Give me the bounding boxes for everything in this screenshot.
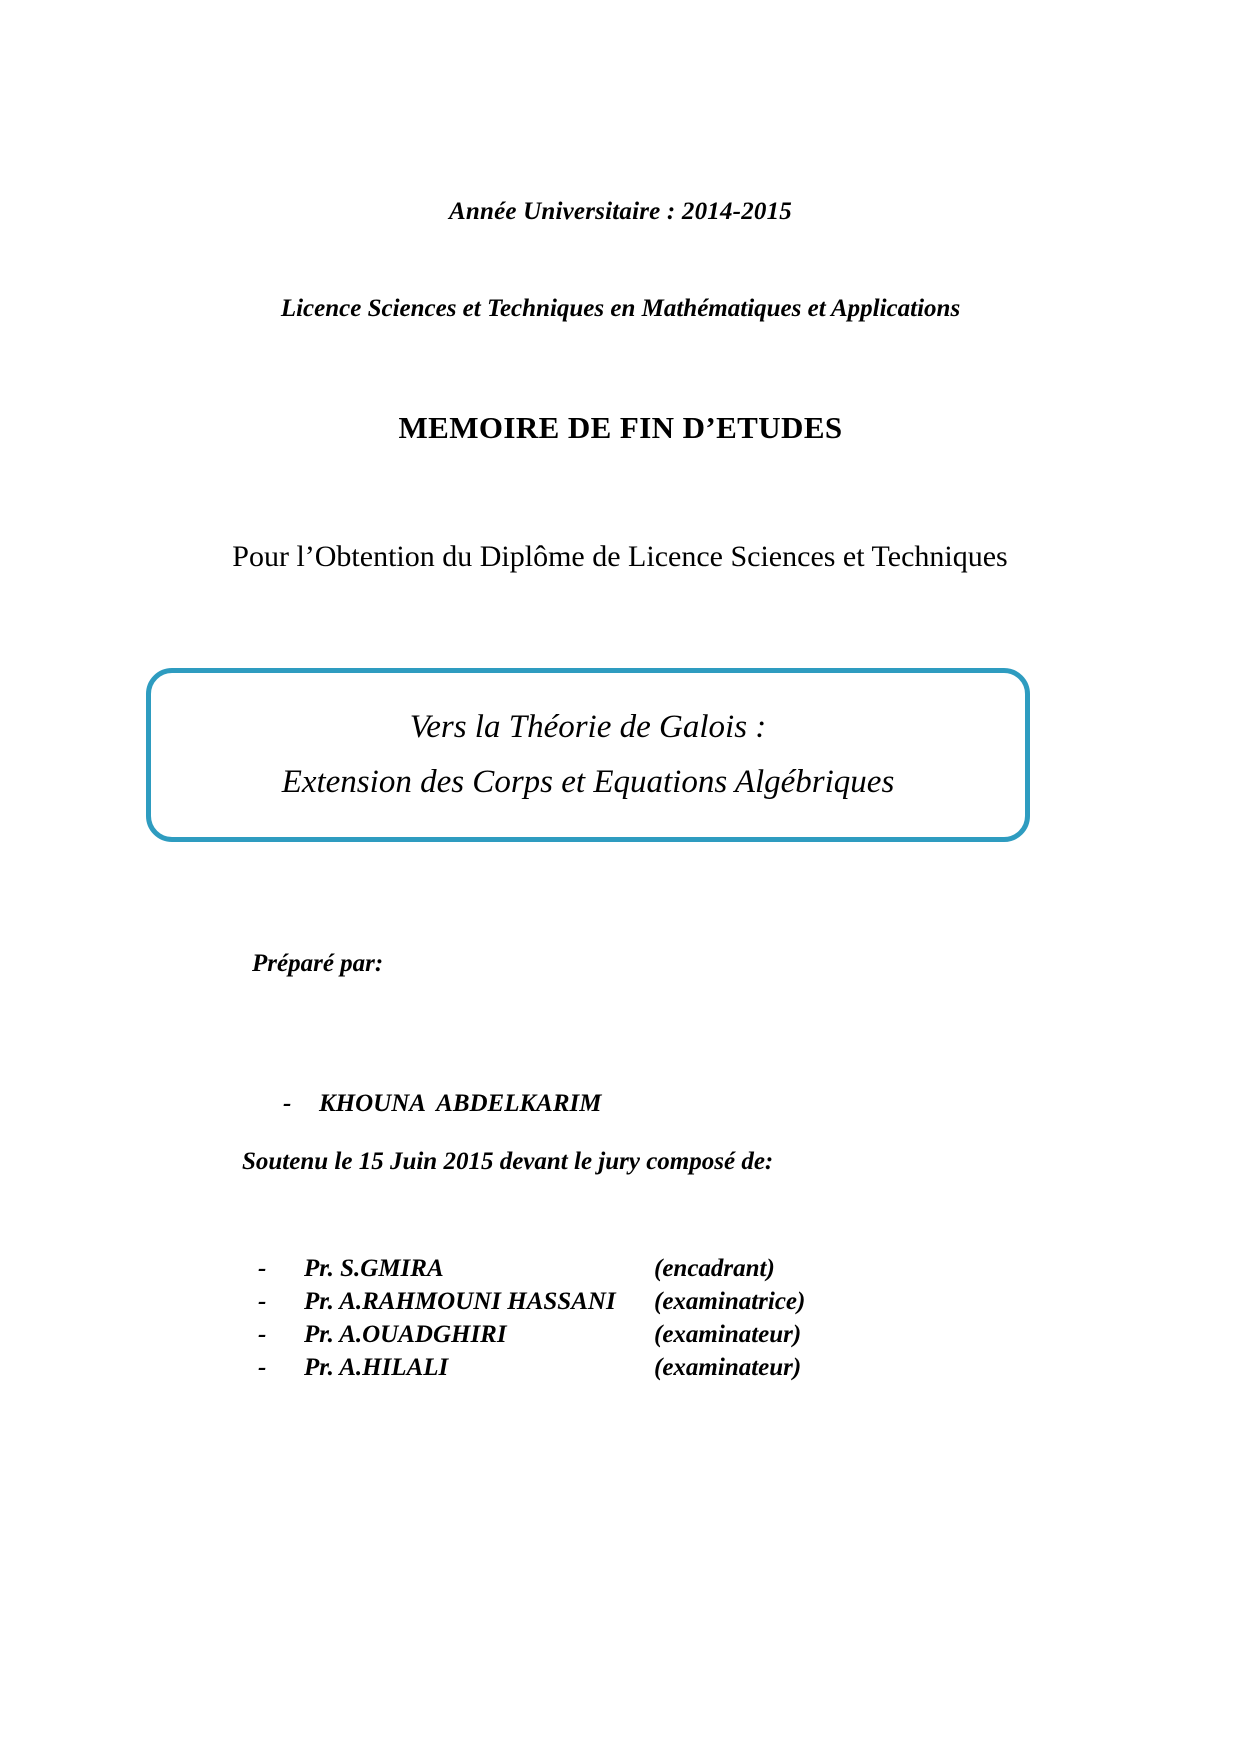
jury-member-row	[258, 1318, 805, 1351]
academic-year: Année Universitaire : 2014-2015	[449, 198, 792, 225]
jury-member-role: (examinateur)	[654, 1321, 802, 1348]
purpose-statement: Pour l’Obtention du Diplôme de Licence Sciences et Techniques	[232, 540, 1008, 573]
thesis-title-line-1: Vers la Théorie de Galois :	[409, 709, 767, 745]
jury-bullet-dash: -	[258, 1321, 267, 1348]
author-entry	[258, 1062, 601, 1146]
jury-member-name: Pr. S.GMIRA	[304, 1255, 444, 1282]
degree-program: Licence Sciences et Techniques en Mathématiques et Applications	[280, 295, 961, 322]
jury-member-role: (encadrant)	[654, 1255, 775, 1282]
jury-member-name: Pr. A.HILALI	[304, 1354, 449, 1381]
page-title: MEMOIRE DE FIN D’ETUDES	[398, 410, 843, 445]
jury-bullet-dash: -	[258, 1255, 267, 1282]
jury-member-name: Pr. A.RAHMOUNI HASSANI	[304, 1288, 616, 1315]
prepared-by-label: Préparé par:	[252, 950, 384, 977]
author-name: KHOUNA ABDELKARIM	[319, 1090, 602, 1117]
author-bullet-dash: -	[283, 1090, 292, 1117]
jury-bullet-dash: -	[258, 1354, 267, 1381]
jury-member-row	[258, 1351, 805, 1384]
jury-list	[258, 1252, 805, 1384]
jury-member-role: (examinatrice)	[654, 1288, 806, 1315]
jury-bullet-dash: -	[258, 1288, 267, 1315]
jury-member-row	[258, 1285, 805, 1318]
jury-member-row	[258, 1252, 805, 1285]
jury-member-name: Pr. A.OUADGHIRI	[304, 1321, 507, 1348]
thesis-title-box	[146, 668, 1030, 842]
defense-date-line: Soutenu le 15 Juin 2015 devant le jury composé de:	[242, 1148, 774, 1175]
thesis-title-line-2: Extension des Corps et Equations Algébriques	[281, 764, 895, 800]
jury-member-role: (examinateur)	[654, 1354, 802, 1381]
